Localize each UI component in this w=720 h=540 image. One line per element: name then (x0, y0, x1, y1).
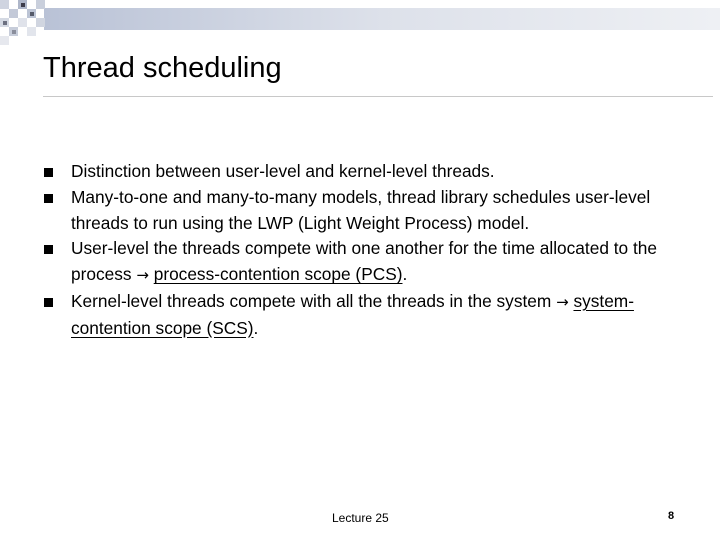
right-arrow-icon: → (556, 292, 569, 311)
bullet-item (44, 236, 674, 289)
bullet-list (44, 159, 674, 342)
page-number: 8 (668, 510, 675, 522)
decorative-header-band (0, 0, 720, 45)
bullet-item (44, 185, 674, 237)
footer-lecture-label: Lecture 25 (332, 511, 389, 525)
bullet-text-end: . (402, 264, 408, 285)
bullet-text: Many-to-one and many-to-many models, thread library schedules user-level threads to run using the LWP (Light Weight Process) model. (71, 186, 651, 233)
bullet-text: Distinction between user-level and kernel-level threads. (71, 161, 495, 181)
square-bullet-icon (44, 245, 53, 254)
bullet-item (44, 159, 674, 185)
square-bullet-icon (44, 194, 53, 203)
title-divider (43, 96, 713, 97)
scs-term: system-contention scope (SCS) (71, 290, 634, 338)
bullet-text-end: . (253, 317, 259, 338)
bullet-text: Kernel-level threads compete with all the threads in the system (71, 290, 557, 311)
bullet-text: User-level the threads compete with one another for the time allocated to the process (71, 238, 657, 285)
slide-title: Thread scheduling (43, 52, 282, 84)
pcs-term: process-contention scope (PCS) (153, 264, 403, 285)
checker-pattern (0, 0, 720, 45)
bullet-item (44, 289, 674, 342)
right-arrow-icon: → (136, 266, 149, 285)
square-bullet-icon (44, 168, 53, 177)
square-bullet-icon (44, 298, 53, 307)
